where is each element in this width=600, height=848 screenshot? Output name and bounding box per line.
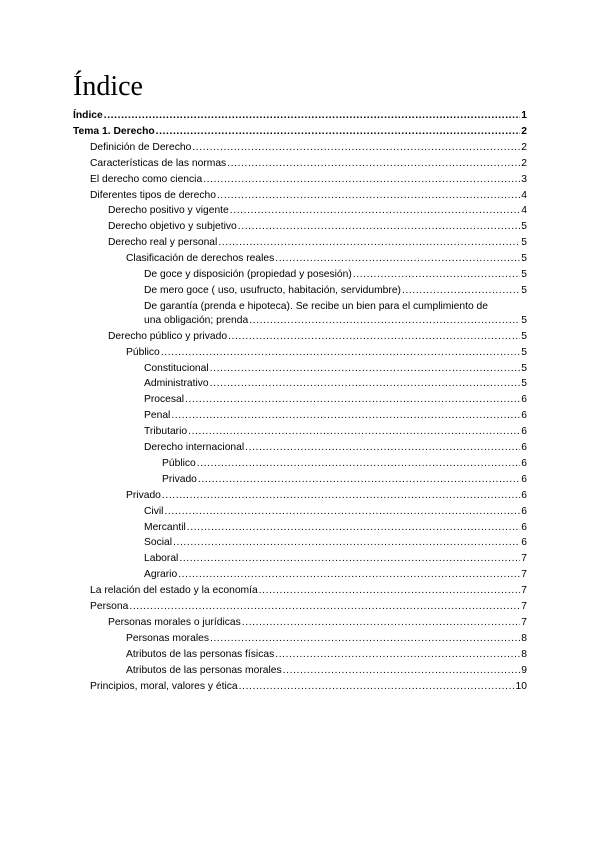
toc-entry[interactable]	[0, 376, 600, 392]
toc-leader-dots	[179, 551, 520, 567]
toc-entry[interactable]	[0, 235, 600, 251]
toc-entry-text: Mercantil	[144, 521, 186, 533]
toc-entry-text: Personas morales o jurídicas	[108, 616, 241, 628]
toc-entry-text: Derecho objetivo y subjetivo	[108, 221, 237, 233]
toc-page-number: 6	[521, 537, 527, 549]
toc-leader-dots	[210, 361, 521, 377]
toc-page-number: 6	[521, 473, 527, 485]
toc-page-number: 5	[521, 378, 527, 390]
toc-entry-text: Derecho real y personal	[108, 237, 218, 249]
toc-page-number: 6	[521, 457, 527, 469]
toc-entry[interactable]	[0, 647, 600, 663]
toc-entry[interactable]	[0, 551, 600, 567]
toc-page-number: 6	[521, 505, 527, 517]
toc-page-number: 6	[521, 489, 527, 501]
toc-leader-dots	[249, 313, 520, 329]
toc-entry-text: una obligación; prenda	[144, 314, 249, 326]
toc-entry[interactable]	[0, 313, 600, 329]
toc-page-number: 2	[521, 125, 527, 137]
toc-page-number: 8	[521, 648, 527, 660]
toc-leader-dots	[156, 124, 521, 140]
toc-entry[interactable]	[0, 408, 600, 424]
toc-leader-dots	[228, 329, 520, 345]
toc-page-number: 5	[521, 314, 527, 326]
toc-page-number: 5	[521, 221, 527, 233]
toc-entry[interactable]	[0, 567, 600, 583]
page-title: Índice	[73, 71, 143, 102]
toc-page-number: 7	[521, 601, 527, 612]
toc-leader-dots	[173, 535, 520, 551]
toc-page-number: 3	[521, 173, 527, 185]
toc-leader-dots	[178, 567, 520, 583]
toc-leader-dots	[210, 631, 520, 647]
toc-entry-text: Derecho público y privado	[108, 330, 228, 342]
toc-entry-text: El derecho como ciencia	[90, 173, 203, 185]
toc-entry-text: Características de las normas	[90, 157, 227, 169]
toc-entry[interactable]	[0, 329, 600, 345]
toc-leader-dots	[185, 392, 520, 408]
toc-leader-dots	[402, 283, 520, 299]
toc-entry-text: Definición de Derecho	[90, 141, 192, 153]
toc-leader-dots	[187, 520, 520, 536]
toc-entry[interactable]	[0, 631, 600, 647]
toc-entry-text: Personas morales	[126, 632, 209, 644]
toc-entry-text: La relación del estado y la economía	[90, 585, 258, 597]
toc-entry[interactable]	[0, 392, 600, 408]
toc-entry-text-line1: De garantía (prenda e hipoteca). Se recibe un bien para el cumplimiento de	[144, 300, 489, 312]
toc-leader-dots	[259, 583, 521, 599]
toc-entry-text: Atributos de las personas físicas	[126, 648, 275, 660]
toc-leader-dots	[162, 488, 520, 504]
toc-page-number: 5	[521, 253, 527, 265]
toc-leader-dots	[197, 456, 520, 472]
toc-entry-text: Atributos de las personas morales	[126, 664, 282, 676]
toc-entry[interactable]	[0, 424, 600, 440]
toc-entry[interactable]	[0, 156, 600, 172]
toc-entry[interactable]	[0, 108, 600, 124]
toc-leader-dots	[283, 663, 521, 679]
toc-page-number: 6	[521, 394, 527, 406]
toc-leader-dots	[227, 156, 520, 172]
toc-leader-dots	[129, 599, 520, 615]
toc-page-number: 2	[521, 157, 527, 169]
toc-entry[interactable]	[0, 172, 600, 188]
toc-entry[interactable]	[0, 188, 600, 204]
toc-page-number: 7	[521, 569, 527, 581]
toc-leader-dots	[239, 679, 515, 695]
toc-page-number: 2	[521, 141, 527, 153]
toc-entry[interactable]	[0, 361, 600, 377]
toc-entry[interactable]	[0, 504, 600, 520]
toc-leader-dots	[353, 267, 520, 283]
toc-leader-dots	[210, 376, 521, 392]
toc-page-number: 5	[521, 362, 527, 374]
toc-leader-dots	[104, 108, 521, 124]
toc-leader-dots	[238, 219, 520, 235]
toc-entry-text: Administrativo	[144, 378, 209, 390]
toc-leader-dots	[161, 345, 520, 361]
toc-entry-text: Público	[126, 346, 160, 358]
toc-page-number: 4	[521, 189, 527, 201]
toc-entry-text: Social	[144, 537, 173, 549]
toc-page-number: 4	[521, 205, 527, 217]
toc-entry[interactable]	[0, 535, 600, 551]
toc-entry[interactable]	[0, 663, 600, 679]
toc-entry[interactable]	[0, 124, 600, 140]
toc-entry-text: Persona	[90, 601, 129, 612]
toc-leader-dots	[164, 504, 520, 520]
toc-entry[interactable]	[0, 251, 600, 267]
toc-page-number: 8	[521, 632, 527, 644]
toc-leader-dots	[230, 203, 520, 219]
toc-entry[interactable]	[0, 283, 600, 299]
toc-page-number: 5	[521, 346, 527, 358]
toc-entry-text: Constitucional	[144, 362, 209, 374]
toc-page-number: 9	[521, 664, 527, 676]
toc-page-number: 5	[521, 330, 527, 342]
toc-entry[interactable]	[0, 140, 600, 156]
toc-page-number: 6	[521, 426, 527, 438]
toc-entry[interactable]	[0, 345, 600, 361]
toc-entry-text: Tema 1. Derecho	[73, 125, 155, 137]
toc-leader-dots	[198, 472, 520, 488]
toc-leader-dots	[203, 172, 520, 188]
toc-page-number: 7	[521, 616, 527, 628]
toc-leader-dots	[171, 408, 520, 424]
toc-entry-text: Índice	[73, 110, 103, 121]
toc-entry-text: Público	[162, 457, 196, 469]
toc-entry-text: Penal	[144, 410, 171, 422]
toc-leader-dots	[218, 235, 520, 251]
toc-leader-dots	[242, 615, 520, 631]
toc-entry[interactable]	[0, 488, 600, 504]
toc-page-number: 5	[521, 237, 527, 249]
toc-entry-text: Laboral	[144, 553, 179, 565]
toc-leader-dots	[192, 140, 520, 156]
toc-entry[interactable]	[0, 520, 600, 536]
toc-entry-text: Clasificación de derechos reales	[126, 253, 275, 265]
toc-entry-text: Agrario	[144, 569, 178, 581]
toc-entry-text: Derecho positivo y vigente	[108, 205, 229, 217]
toc-entry-text: Principios, moral, valores y ética	[90, 680, 238, 692]
toc-entry[interactable]	[0, 456, 600, 472]
toc-entry-text: Civil	[144, 505, 164, 517]
toc-entry[interactable]	[0, 583, 600, 599]
toc-entry-text: Tributario	[144, 426, 188, 438]
toc-entry-text: Diferentes tipos de derecho	[90, 189, 216, 201]
toc-entry-text: De goce y disposición (propiedad y posesión)	[144, 269, 352, 280]
toc-page-number: 10	[515, 680, 527, 692]
toc-leader-dots	[275, 647, 520, 663]
toc-leader-dots	[245, 440, 520, 456]
toc-entry[interactable]	[0, 267, 600, 283]
toc-entry[interactable]	[0, 219, 600, 235]
toc-entry-text: De mero goce ( uso, usufructo, habitación, servidumbre)	[144, 284, 401, 296]
toc-entry[interactable]	[0, 679, 600, 695]
toc-page-number: 7	[521, 585, 527, 597]
toc-page-number: 5	[521, 284, 527, 296]
toc-page-number: 6	[521, 521, 527, 533]
toc-entry[interactable]	[0, 472, 600, 488]
toc-leader-dots	[275, 251, 520, 267]
toc-page-number: 5	[521, 269, 527, 280]
toc-entry[interactable]	[0, 203, 600, 219]
toc-entry-text: Procesal	[144, 394, 185, 406]
toc-page-number: 6	[521, 442, 527, 453]
toc-leader-dots	[217, 188, 520, 204]
toc-entry-text: Derecho internacional	[144, 442, 245, 453]
toc-entry-text: Privado	[126, 489, 161, 501]
toc-leader-dots	[188, 424, 520, 440]
toc-entry[interactable]	[0, 599, 600, 615]
toc-page-number: 7	[521, 553, 527, 565]
toc-entry-text: Privado	[162, 473, 197, 485]
toc-page-number: 6	[521, 410, 527, 422]
toc-entry[interactable]	[0, 440, 600, 456]
toc-page-number: 1	[521, 110, 527, 121]
toc-entry[interactable]	[0, 615, 600, 631]
